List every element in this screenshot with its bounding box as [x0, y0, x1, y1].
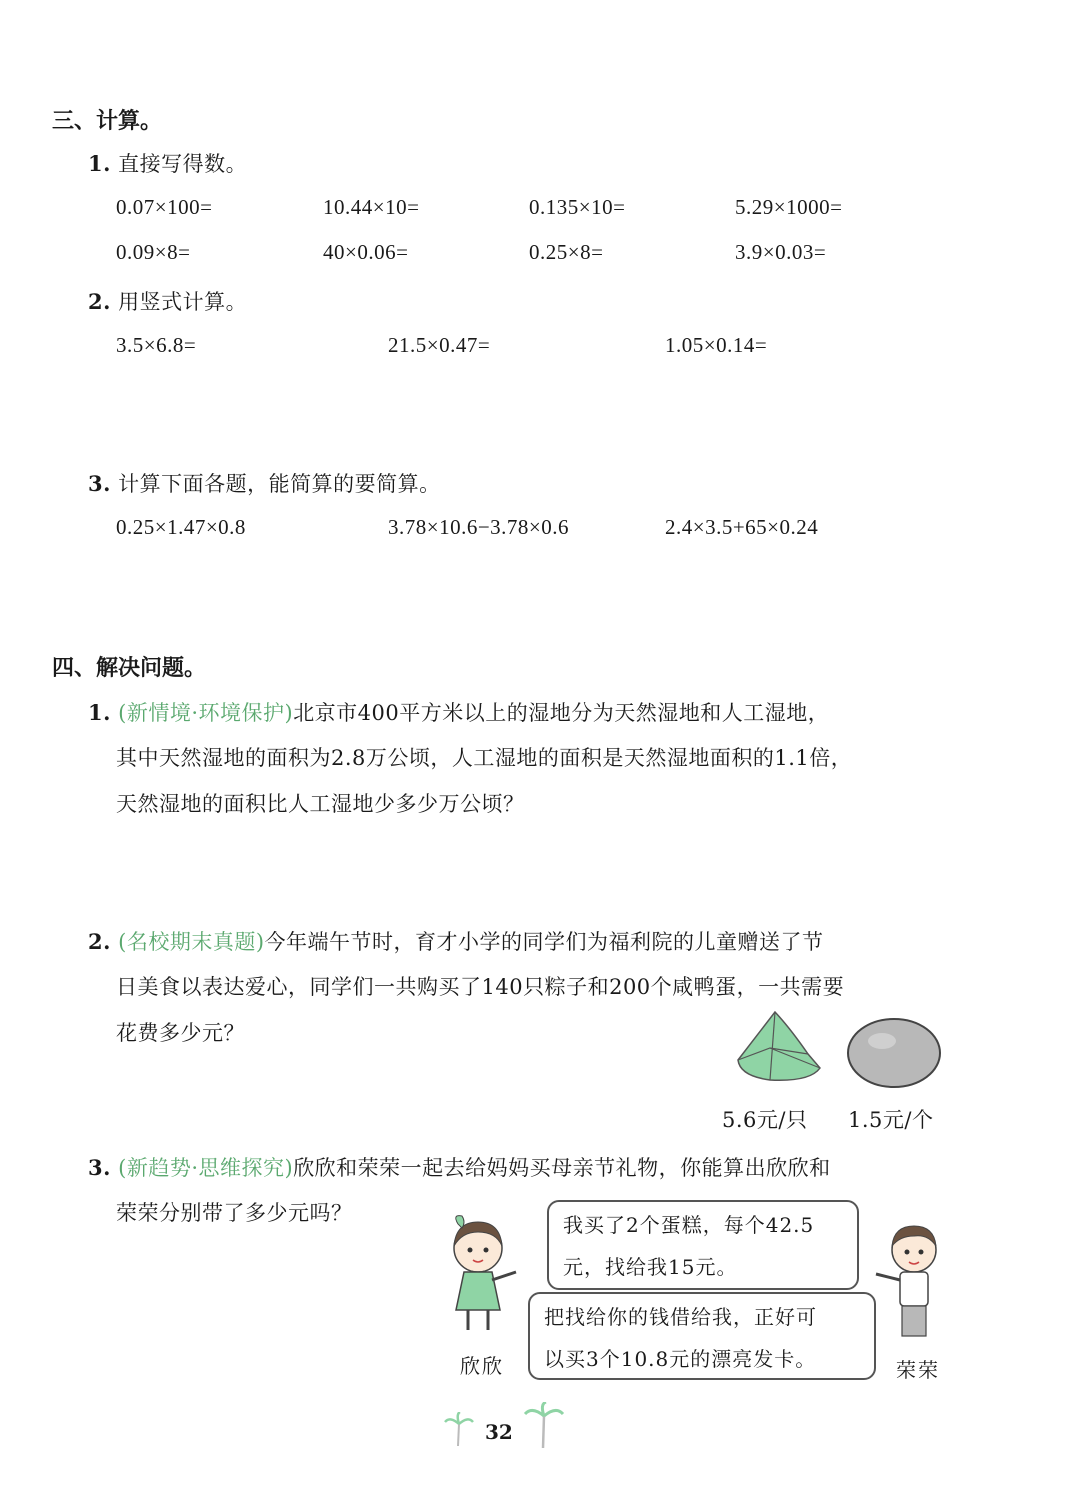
expr-2-2: 40×0.06=	[323, 240, 409, 264]
boy-rongrong-icon	[870, 1214, 950, 1344]
problem-text: 欣欣和荣荣一起去给妈妈买母亲节礼物，你能算出欣欣和	[293, 1156, 831, 1180]
expr-1-1: 0.07×100=	[116, 195, 213, 219]
problem-2-line-1	[88, 926, 824, 956]
speech-bubble-xinxin	[547, 1200, 859, 1290]
problem-1-line-1	[88, 697, 829, 727]
expr-2-1: 0.09×8=	[116, 240, 191, 264]
palm-tree-icon	[444, 1412, 474, 1446]
speech-bubble-rongrong	[528, 1292, 876, 1380]
problem-1-line-2: 其中天然湿地的面积为2.8万公顷，人工湿地的面积是天然湿地面积的1.1倍，	[116, 746, 853, 770]
problem-3-line-2: 荣荣分别带了多少元吗？	[116, 1201, 353, 1225]
section-4-title: 四、解决问题。	[52, 656, 207, 681]
name-xinxin: 欣欣	[460, 1354, 504, 1378]
problem-3-line-1	[88, 1152, 831, 1182]
problem-text: 北京市400平方米以上的湿地分为天然湿地和人工湿地，	[293, 701, 830, 725]
problem-text: 今年端午节时，育才小学的同学们为福利院的儿童赠送了节	[264, 930, 824, 954]
palm-tree-icon	[524, 1402, 564, 1448]
problem-tag: (名校期末真题)	[118, 930, 265, 954]
vertical-expr-2: 21.5×0.47=	[388, 333, 491, 357]
vertical-expr-3: 1.05×0.14=	[665, 333, 768, 357]
problem-2-line-2: 日美食以表达爱心，同学们一共购买了140只粽子和200个咸鸭蛋，一共需要	[116, 975, 845, 999]
problem-tag: (新趋势·思维探究)	[118, 1156, 294, 1180]
expr-1-3: 0.135×10=	[529, 195, 626, 219]
problem-tag: (新情境·环境保护)	[118, 701, 294, 725]
vertical-expr-1: 3.5×6.8=	[116, 333, 197, 357]
problem-number: 2.	[88, 929, 111, 954]
bubble-line: 我买了2个蛋糕，每个42.5	[563, 1213, 815, 1237]
zongzi-icon	[730, 1008, 830, 1088]
problem-number: 3.	[88, 1155, 111, 1180]
question-3-3	[88, 468, 441, 498]
expr-1-2: 10.44×10=	[323, 195, 420, 219]
bubble-line: 把找给你的钱借给我，正好可	[544, 1305, 817, 1329]
bubble-line: 元，找给我15元。	[563, 1255, 738, 1279]
bubble-line: 以买3个10.8元的漂亮发卡。	[544, 1347, 817, 1371]
problem-number: 1.	[88, 700, 111, 725]
problem-1-line-3: 天然湿地的面积比人工湿地少多少万公顷？	[116, 792, 525, 816]
name-rongrong: 荣荣	[896, 1358, 940, 1382]
question-text: 直接写得数。	[118, 152, 248, 176]
problem-2-line-3: 花费多少元？	[116, 1021, 245, 1045]
expr-1-4: 5.29×1000=	[735, 195, 843, 219]
page-number: 32	[485, 1420, 513, 1444]
question-number: 1.	[88, 151, 111, 176]
price-zongzi: 5.6元/只	[722, 1108, 808, 1132]
section-3-title: 三、计算。	[52, 109, 163, 134]
question-3-2	[88, 286, 247, 316]
expr-2-3: 0.25×8=	[529, 240, 604, 264]
girl-xinxin-icon	[438, 1210, 528, 1338]
simplify-expr-3: 2.4×3.5+65×0.24	[665, 515, 819, 539]
salted-egg-icon	[844, 1016, 944, 1090]
question-text: 计算下面各题，能简算的要简算。	[118, 472, 441, 496]
price-egg: 1.5元/个	[848, 1108, 934, 1132]
question-number: 2.	[88, 289, 111, 314]
simplify-expr-2: 3.78×10.6−3.78×0.6	[388, 515, 570, 539]
expr-2-4: 3.9×0.03=	[735, 240, 827, 264]
question-3-1	[88, 148, 247, 178]
question-text: 用竖式计算。	[118, 290, 248, 314]
question-number: 3.	[88, 471, 111, 496]
simplify-expr-1: 0.25×1.47×0.8	[116, 515, 246, 539]
